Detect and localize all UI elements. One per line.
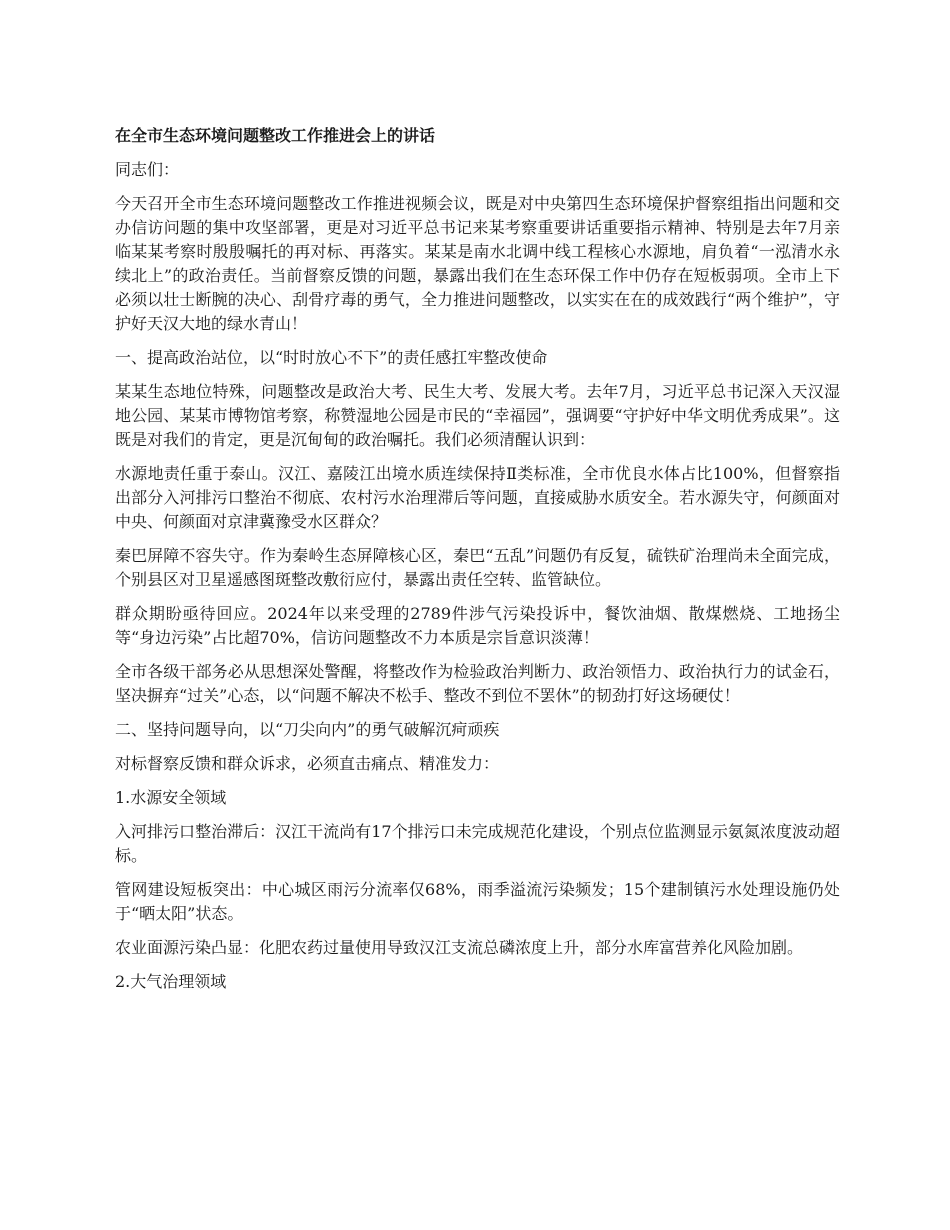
body-paragraph: 入河排污口整治滞后：汉江干流尚有17个排污口未完成规范化建设，个别点位监测显示氨氮浓度波动超标。 [115,822,840,865]
section-heading-1: 一、提高政治站位，以“时时放心不下”的责任感扛牢整改使命 [115,348,548,367]
section-heading-2: 二、坚持问题导向，以“刀尖向内”的勇气破解沉疴顽疾 [115,720,500,739]
body-paragraph: 水源地责任重于泰山。汉江、嘉陵江出境水质连续保持Ⅱ类标准，全市优良水体占比100%，但督察指出部分入河排污口整治不彻底、农村污水治理滞后等问题，直接威胁水质安全。若水源失守，何颜面对中央、何颜面对京津冀豫受水区群众？ [115,464,840,531]
subsection-heading: 2.大气治理领域 [115,972,227,991]
body-paragraph: 群众期盼亟待回应。2024年以来受理的2789件涉气污染投诉中，餐饮油烟、散煤燃烧、工地扬尘等“身边污染”占比超70%，信访问题整改不力本质是宗旨意识淡薄！ [115,604,840,647]
body-paragraph: 农业面源污染凸显：化肥农药过量使用导致汉江支流总磷浓度上升，部分水库富营养化风险加剧。 [115,938,804,957]
subsection-heading: 1.水源安全领域 [115,788,227,807]
intro-paragraph: 今天召开全市生态环境问题整改工作推进视频会议，既是对中央第四生态环境保护督察组指出问题和交办信访问题的集中攻坚部署，更是对习近平总书记来某考察重要讲话重要指示精神、特别是去年7月亲临某某考察时殷殷嘱托的再对标、再落实。某某是南水北调中线工程核心水源地，肩负着“一泓清水永续北上”的政治责任。当前督察反馈的问题，暴露出我们在生态环保工作中仍存在短板弱项。全市上下必须以壮士断腕的决心、刮骨疗毒的勇气，全力推进问题整改，以实实在在的成效践行“两个维护”，守护好天汉大地的绿水青山！ [115,194,840,333]
document-body [115,124,840,1004]
body-paragraph: 秦巴屏障不容失守。作为秦岭生态屏障核心区，秦巴“五乱”问题仍有反复，硫铁矿治理尚未全面完成，个别县区对卫星遥感图斑整改敷衍应付，暴露出责任空转、监管缺位。 [115,546,840,589]
body-paragraph: 对标督察反馈和群众诉求，必须直击痛点、精准发力： [115,754,500,773]
body-paragraph: 全市各级干部务必从思想深处警醒，将整改作为检验政治判断力、政治领悟力、政治执行力的试金石，坚决摒弃“过关”心态，以“问题不解决不松手、整改不到位不罢休”的韧劲打好这场硬仗！ [115,662,840,705]
body-paragraph: 管网建设短板突出：中心城区雨污分流率仅68%，雨季溢流污染频发；15个建制镇污水处理设施仍处于“晒太阳”状态。 [115,880,840,923]
salutation: 同志们： [115,160,180,179]
body-paragraph: 某某生态地位特殊，问题整改是政治大考、民生大考、发展大考。去年7月，习近平总书记深入天汉湿地公园、某某市博物馆考察，称赞湿地公园是市民的“幸福园”，强调要“守护好中华文明优秀成果”。这既是对我们的肯定，更是沉甸甸的政治嘱托。我们必须清醒认识到： [115,382,840,449]
document-title: 在全市生态环境问题整改工作推进会上的讲话 [115,126,436,145]
